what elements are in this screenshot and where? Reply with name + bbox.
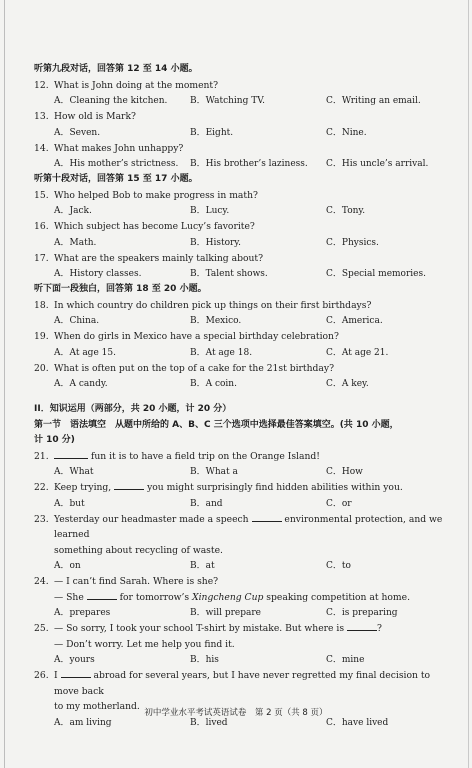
option-b[interactable]: B．What a: [190, 467, 238, 477]
question-24: 24. — I can’t find Sarah. Where is she?: [34, 576, 219, 587]
option-c[interactable]: C．Writing an email.: [326, 96, 421, 106]
question-23-cont: something about recycling of waste.: [54, 544, 223, 556]
question-20: 20. What is often put on the top of a cake for the 21st birthday?: [34, 362, 335, 374]
option-c[interactable]: C．Nine.: [326, 127, 367, 138]
section-heading-10: 听第十段对话，回答第 15 至 17 小题。: [34, 174, 198, 184]
option-b[interactable]: B．his: [190, 655, 219, 665]
question-13: 13. How old is Mark?: [34, 111, 136, 122]
option-a[interactable]: A．His mother’s strictness.: [54, 159, 179, 169]
question-26-cont: to my motherland.: [54, 701, 140, 712]
option-a[interactable]: A．Seven.: [54, 127, 101, 138]
option-c[interactable]: C．to: [326, 561, 351, 571]
section-heading-monologue: 听下面一段独白，回答第 18 至 20 小题。: [34, 284, 207, 294]
question-18: 18. In which country do children pick up things on their first birthdays?: [34, 299, 372, 311]
options-14: [34, 156, 452, 172]
options-20: [34, 376, 452, 392]
part-2-heading: II．知识运用（两部分，共 20 小题，计 20 分）: [34, 404, 232, 414]
question-24-reply: — She for tomorrow’s Xingcheng Cup speaking competition at home.: [54, 591, 410, 603]
options-21: [34, 464, 452, 480]
options-12: [34, 93, 452, 109]
option-c[interactable]: C．America.: [326, 316, 383, 326]
option-a[interactable]: A．on: [54, 561, 81, 571]
options-24: [34, 605, 452, 621]
option-c[interactable]: C．How: [326, 467, 363, 477]
option-c[interactable]: C．Special memories.: [326, 269, 426, 279]
options-25: [34, 652, 452, 668]
option-b[interactable]: B．History.: [190, 237, 242, 248]
option-c[interactable]: C．Tony.: [326, 206, 366, 216]
answer-blank[interactable]: [54, 449, 88, 459]
question-14: 14. What makes John unhappy?: [34, 142, 184, 154]
question-26: 26. I abroad for several years, but I have never regretted my final decision to move back: [34, 670, 431, 697]
option-a[interactable]: A．yours: [54, 655, 95, 665]
options-18: [34, 313, 452, 329]
answer-blank[interactable]: [114, 480, 144, 490]
option-b[interactable]: B．Lucy.: [190, 206, 230, 216]
option-a[interactable]: A．am living: [54, 717, 112, 728]
option-b[interactable]: B．will prepare: [190, 608, 261, 618]
answer-blank[interactable]: [87, 590, 117, 600]
option-a[interactable]: A．prepares: [54, 608, 111, 618]
option-a[interactable]: A．A candy.: [54, 379, 108, 389]
option-c[interactable]: C．or: [326, 498, 352, 509]
question-17: 17. What are the speakers mainly talking about?: [34, 252, 264, 264]
question-12: 12. What is John doing at the moment?: [34, 79, 219, 91]
option-b[interactable]: B．A coin.: [190, 379, 237, 389]
answer-blank[interactable]: [347, 621, 377, 631]
option-c[interactable]: C．is preparing: [326, 608, 398, 618]
options-17: [34, 266, 452, 282]
option-b[interactable]: B．Watching TV.: [190, 96, 265, 106]
part-2-section-1-instruction: 第一节 语法填空 从题中所给的 A、B、C 三个选项中选择最佳答案填空。(共 10 小题，: [34, 419, 399, 430]
option-a[interactable]: A．but: [54, 498, 85, 509]
option-c[interactable]: C．A key.: [326, 379, 369, 389]
option-a[interactable]: A．Jack.: [54, 206, 92, 216]
option-a[interactable]: A．Math.: [54, 237, 97, 248]
question-19: 19. When do girls in Mexico have a special birthday celebration?: [34, 331, 339, 342]
option-a[interactable]: A．History classes.: [54, 269, 142, 279]
options-23: [34, 558, 452, 574]
options-22: [34, 496, 452, 512]
option-c[interactable]: C．mine: [326, 655, 365, 665]
question-15: 15. Who helped Bob to make progress in math?: [34, 189, 258, 201]
option-a[interactable]: A．At age 15.: [54, 347, 116, 358]
option-c[interactable]: C．At age 21.: [326, 347, 389, 358]
answer-blank[interactable]: [252, 512, 282, 522]
option-b[interactable]: B．at: [190, 561, 215, 571]
question-22: 22. Keep trying, you might surprisingly find hidden abilities within you.: [34, 482, 403, 493]
option-c[interactable]: C．Physics.: [326, 237, 379, 248]
option-a[interactable]: A．What: [54, 467, 94, 477]
question-16: 16. Which subject has become Lucy’s favorite?: [34, 221, 255, 232]
options-19: [34, 345, 452, 361]
option-c[interactable]: C．have lived: [326, 717, 389, 728]
part-2-section-1-instruction-cont: 计 10 分): [34, 435, 75, 445]
options-13: [34, 125, 452, 141]
page-edge-left: [4, 0, 5, 768]
question-25: 25. — So sorry, I took your school T-shirt by mistake. But where is ?: [34, 623, 382, 634]
question-25-reply: — Don’t worry. Let me help you find it.: [54, 638, 235, 650]
option-b[interactable]: B．Mexico.: [190, 316, 242, 326]
option-a[interactable]: A．Cleaning the kitchen.: [54, 96, 168, 106]
option-b[interactable]: B．Eight.: [190, 127, 234, 138]
option-b[interactable]: B．Talent shows.: [190, 269, 268, 279]
option-b[interactable]: B．At age 18.: [190, 347, 253, 358]
options-15: [34, 203, 452, 219]
option-c[interactable]: C．His uncle’s arrival.: [326, 159, 429, 169]
option-b[interactable]: B．and: [190, 498, 223, 509]
question-21: 21. fun it is to have a field trip on the Orange Island!: [34, 450, 320, 462]
question-23: 23. Yesterday our headmaster made a speech environmental protection, and we learned: [34, 513, 443, 540]
options-16: [34, 235, 452, 251]
option-b[interactable]: B．lived: [190, 717, 228, 728]
page-edge-right: [468, 0, 469, 768]
option-a[interactable]: A．China.: [54, 316, 100, 326]
page-footer: 初中学业水平考试英语试卷 第 2 页（共 8 页）: [144, 708, 328, 718]
answer-blank[interactable]: [61, 668, 91, 678]
section-heading-9: 听第九段对话，回答第 12 至 14 小题。: [34, 64, 198, 74]
option-b[interactable]: B．His brother’s laziness.: [190, 159, 308, 169]
